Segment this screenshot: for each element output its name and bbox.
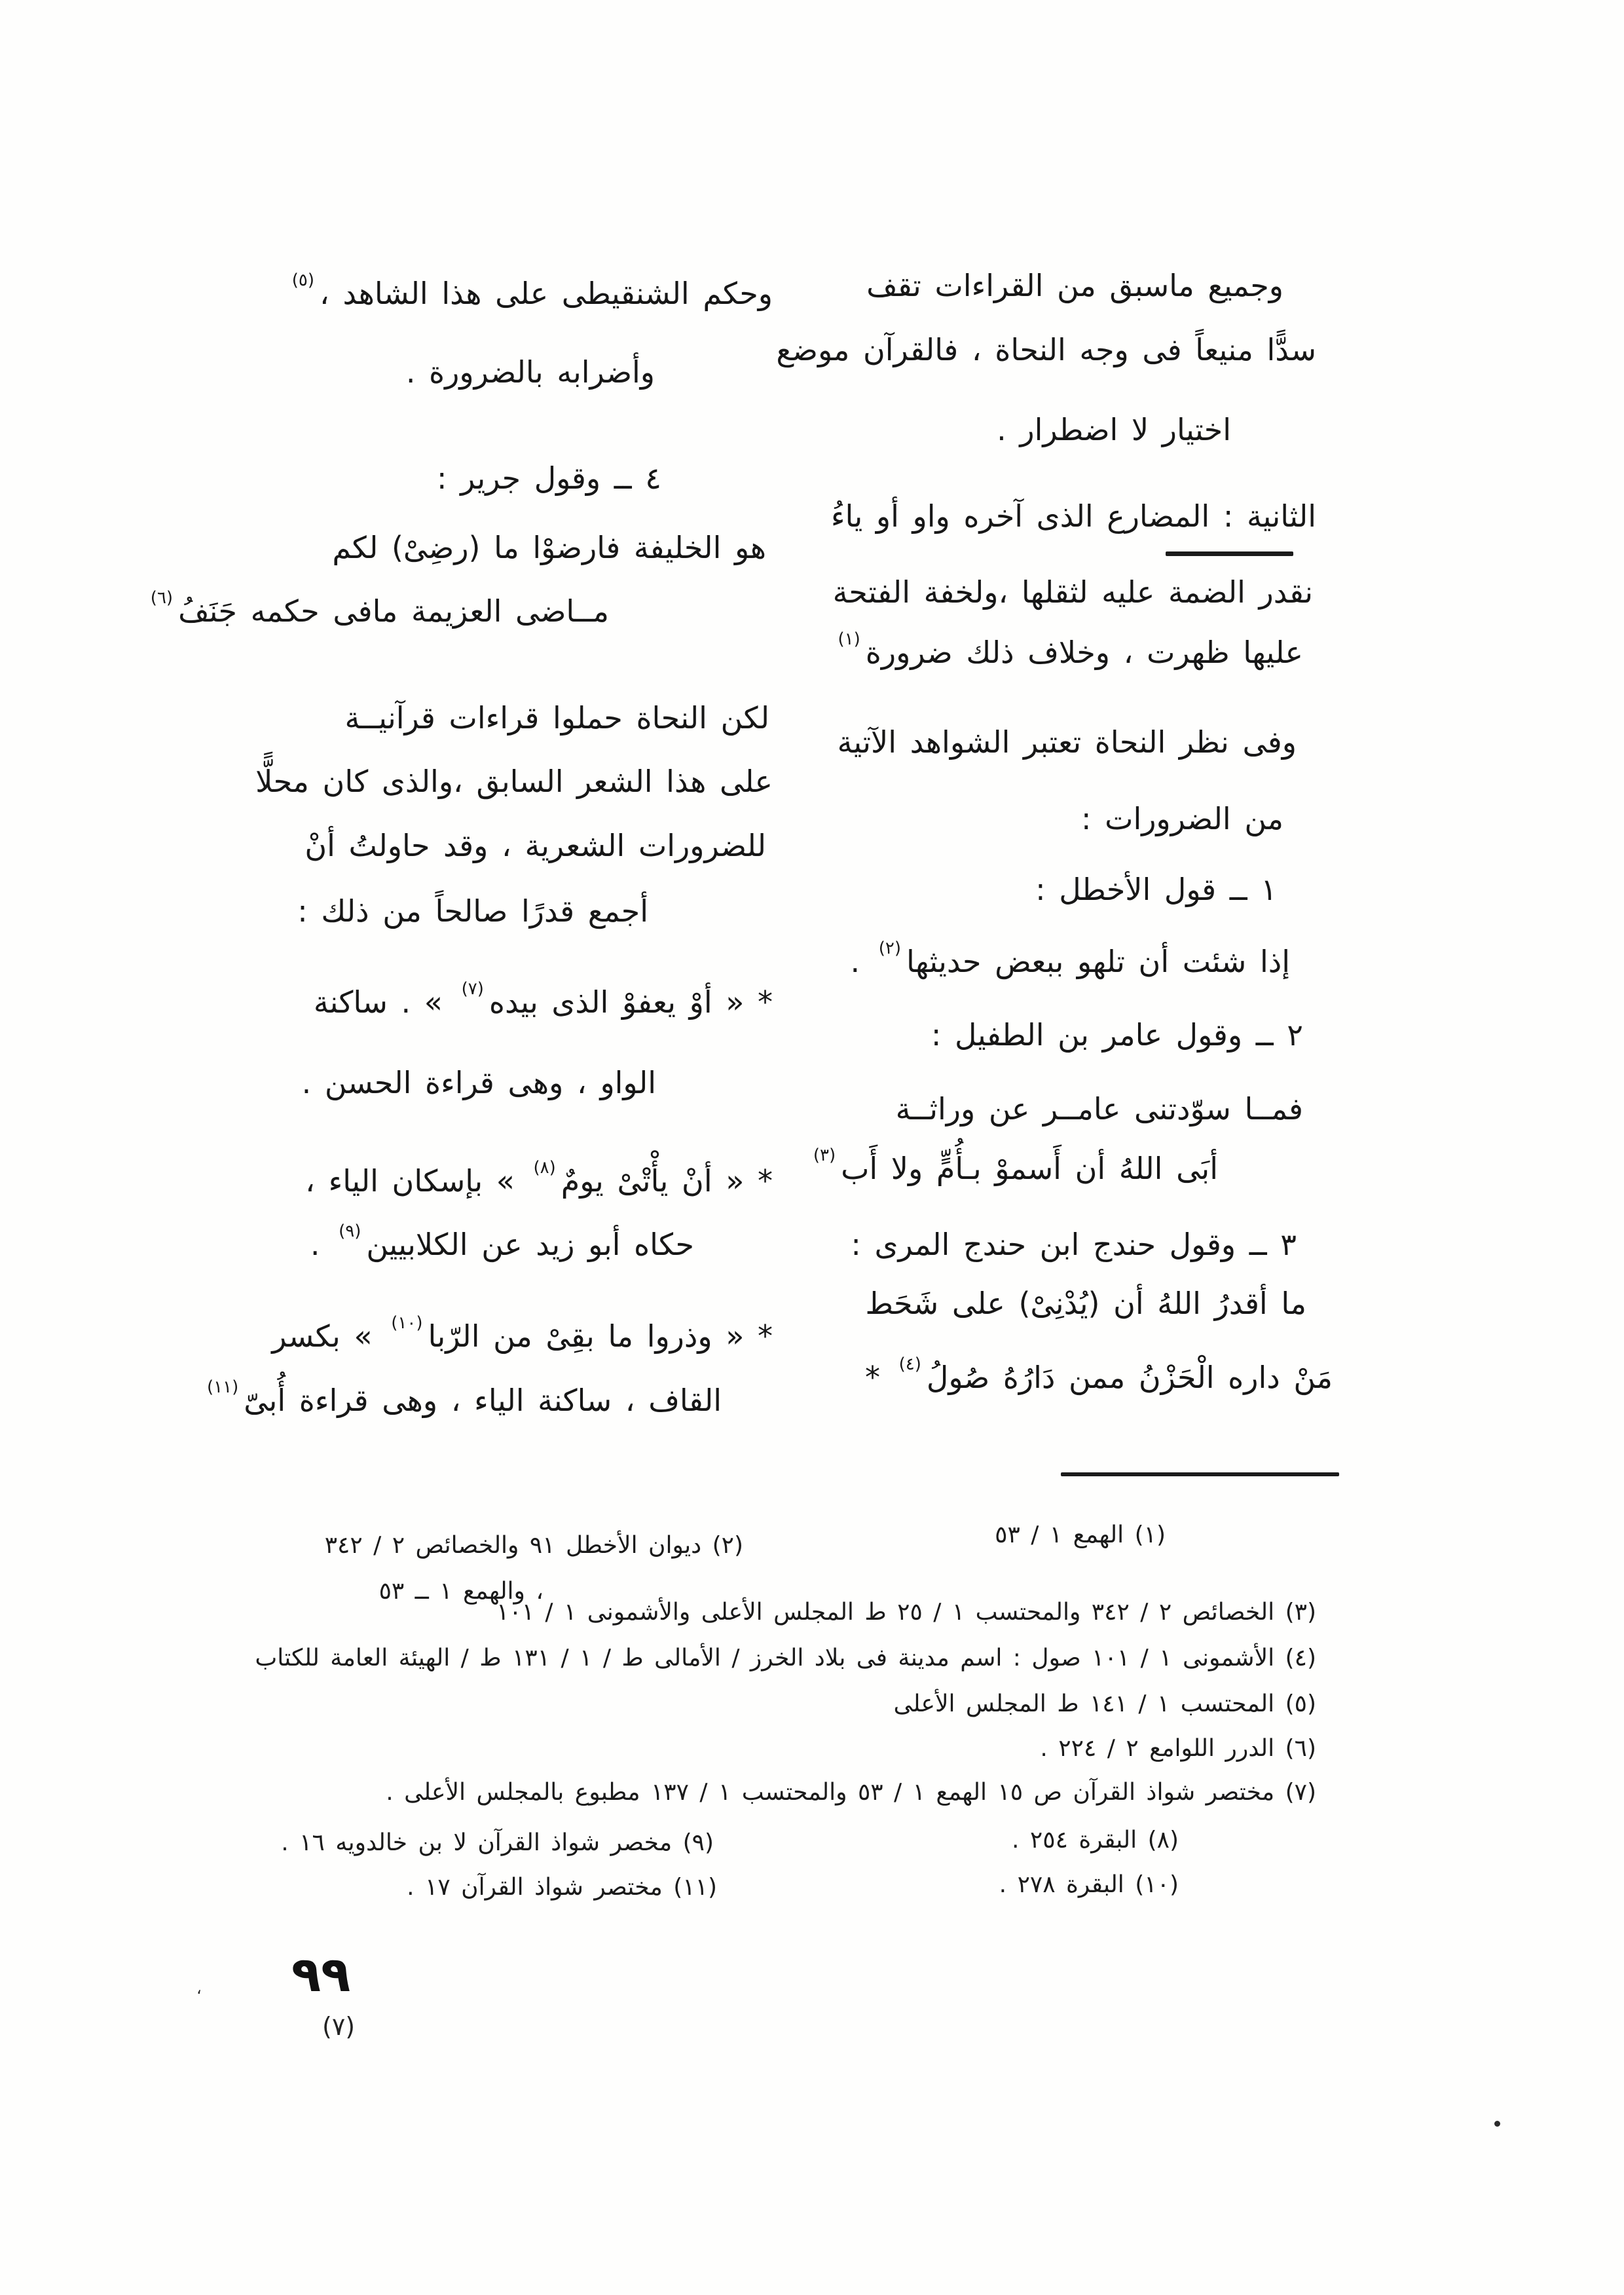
- verse-line: [850, 939, 1290, 981]
- asterisk-mark: *: [865, 1360, 894, 1395]
- footnote-text: (٤) الأشمونى ١ / ١٠١ صول : اسم مدينة فى بلاد الخرز / الأمالى ط / ١ / ١٣١ ط / الهيئة العامة للكتاب: [255, 1645, 1316, 1671]
- footnote-marker: (٦): [150, 588, 174, 608]
- line-text: القاف ، ساكنة الياء ، وهى قراءة أُبىّ: [244, 1383, 722, 1418]
- line-text: ١ ــ قول الأخطل :: [1035, 872, 1277, 907]
- section-heading: [831, 498, 1316, 536]
- prose-line: [255, 763, 773, 801]
- footnote-marker: (٩): [339, 1222, 361, 1241]
- line-text: مــاضى العزيمة مافى حكمه جَنَفُ: [178, 593, 609, 629]
- line-text: مَنْ داره الْحَزْنُ ممن دَارُهُ صُولُ: [926, 1360, 1333, 1395]
- prose-line: [297, 893, 648, 931]
- footnote: [281, 1829, 714, 1857]
- prose-line: [287, 271, 773, 313]
- verse-line: [896, 1091, 1303, 1129]
- verse-line: [808, 1146, 1218, 1188]
- footnote-text: (٥) المحتسب ١ / ١٤١ ط المجلس الأعلى: [893, 1690, 1316, 1717]
- footnote-text: (٢) ديوان الأخطل ٩١ والخصائص ٢ / ٣٤٢: [324, 1532, 743, 1559]
- line-text: وأضرابه بالضرورة .: [405, 354, 655, 390]
- footnote-text: ، والهمع ١ ــ ٥٣: [378, 1578, 544, 1605]
- prose-line: [406, 354, 655, 392]
- line-text: إذا شئت أن تلهو ببعض حديثها: [906, 944, 1290, 979]
- line-text: وحكم الشنقيطى على هذا الشاهد ،: [319, 276, 773, 311]
- footnote: [496, 1598, 1316, 1626]
- page-number: ٩٩: [291, 1947, 351, 2003]
- footnote-text: (١١) مختصر شواذ القرآن ١٧ .: [407, 1874, 717, 1901]
- line-text: الثانية : المضارع الذى آخره واو أو ياءُ: [830, 498, 1316, 534]
- footnote-text: (٧) مختصر شواذ القرآن ص ١٥ الهمع ١ / ٥٣ والمحتسب ١ / ١٣٧ مطبوع بالمجلس الأعلى .: [386, 1779, 1316, 1806]
- line-text: وفى نظر النحاة تعتبر الشواهد الآتية: [837, 724, 1297, 760]
- prose-line: [304, 827, 766, 865]
- list-item: [1035, 871, 1277, 909]
- line-text: أبَى اللهُ أن أَسموْ بـأُمٍّ ولا أَب: [841, 1151, 1218, 1186]
- line-text: الواو ، وهى قراءة الحسن .: [301, 1065, 656, 1100]
- footnote-text: (٣) الخصائص ٢ / ٣٤٢ والمحتسب ١ / ٢٥ ط المجلس الأعلى والأشمونى ١ / ١٠١: [496, 1599, 1316, 1626]
- heading-underline: [1166, 551, 1293, 556]
- line-text: نقدر الضمة عليه لثقلها ،ولخفة الفتحة: [832, 574, 1313, 610]
- verse-line: [332, 529, 766, 567]
- footnote-marker: (٤): [898, 1354, 921, 1374]
- verse-line: [145, 588, 609, 631]
- prose-line: [202, 1377, 722, 1420]
- footnote: [1012, 1826, 1179, 1854]
- line-text: هو الخليفة فارضوْا ما (رضِىْ) لكم: [332, 530, 766, 565]
- footnote-marker: (٧): [461, 979, 484, 999]
- quran-quote-line: [272, 1313, 773, 1356]
- line-text: عليها ظهرت ، وخلاف ذلك ضرورة: [865, 635, 1303, 670]
- line-text: * « أنْ يأْتْىْ يومٌ: [561, 1163, 773, 1199]
- stray-mark: ،: [196, 1979, 202, 1998]
- footnote-marker: (١٠): [391, 1313, 423, 1333]
- prose-line: [866, 267, 1283, 305]
- footnote-text: (٦) الدرر اللوامع ٢ / ٢٢٤ .: [1040, 1735, 1316, 1762]
- prose-line: [832, 629, 1303, 672]
- prose-line: [302, 1064, 656, 1102]
- line-text: » بإسكان الياء ،: [305, 1163, 528, 1199]
- footnote-text: (١) الهمع ١ / ٥٣: [995, 1521, 1166, 1548]
- footnote: [386, 1778, 1316, 1806]
- footnote-marker: (١): [838, 629, 860, 649]
- footnote-marker: (٣): [813, 1146, 836, 1165]
- prose-line: [344, 700, 769, 737]
- line-text: .: [310, 1227, 334, 1262]
- footnote-marker: (٥): [291, 271, 314, 290]
- line-text: على هذا الشعر السابق ،والذى كان محلًّا: [255, 764, 773, 799]
- line-text: للضرورات الشعرية ، وقد حاولتُ أنْ: [304, 828, 766, 863]
- footnote-text: (١٠) البقرة ٢٧٨ .: [999, 1871, 1179, 1898]
- line-text: أجمع قدرًا صالحاً من ذلك :: [297, 893, 648, 929]
- quran-quote-line: [313, 979, 773, 1022]
- line-text: » . ساكنة: [313, 984, 456, 1020]
- list-item: [437, 460, 661, 498]
- line-text: » بكسر: [272, 1318, 386, 1354]
- line-text: اختيار لا اضطرار .: [997, 412, 1231, 447]
- footnote-text: (٩) مخصر شواذ القرآن لا بن خالدويه ١٦ .: [281, 1829, 714, 1856]
- quran-quote-line: [305, 1158, 773, 1201]
- footnote: [407, 1873, 717, 1901]
- verse-line: [865, 1354, 1333, 1397]
- prose-line: [997, 411, 1231, 449]
- line-text: * « وذروا ما بقِىْ من الرّبا: [428, 1318, 773, 1354]
- line-text: ٤ ــ وقول جرير :: [436, 460, 661, 496]
- line-text: ٣ ــ وقول حندج ابن حندج المرى :: [851, 1227, 1297, 1262]
- footnote-marker: (٢): [878, 939, 901, 958]
- line-text: * « أوْ يعفوْ الذى بيده: [489, 984, 773, 1020]
- line-text: فمــا سوّدتنى عامــر عن وراثــة: [895, 1091, 1303, 1127]
- prose-line: [833, 574, 1313, 612]
- footnote-separator: [1061, 1472, 1339, 1476]
- list-item: [931, 1017, 1303, 1054]
- footnote: [995, 1521, 1166, 1549]
- prose-line: [838, 724, 1297, 762]
- footnote: [325, 1531, 743, 1559]
- footnote: [1040, 1734, 1316, 1763]
- signature-mark: (٧): [322, 2012, 356, 2041]
- prose-line: [776, 331, 1316, 369]
- line-text: ٢ ــ وقول عامر بن الطفيل :: [931, 1017, 1303, 1053]
- line-text: سدًّا منيعاً فى وجه النحاة ، فالقرآن موضع: [776, 332, 1316, 367]
- footnote: [255, 1644, 1316, 1672]
- footnote: [999, 1871, 1179, 1899]
- list-item: [851, 1226, 1297, 1264]
- line-text: من الضرورات :: [1081, 801, 1283, 836]
- line-text: .: [850, 944, 874, 979]
- line-text: وجميع ماسبق من القراءات تقف: [866, 268, 1283, 303]
- line-text: ما أقدرُ اللهُ أن (يُدْنِىْ) على شَحَط: [865, 1286, 1306, 1321]
- footnote-marker: (١١): [206, 1377, 239, 1397]
- footnote: [894, 1690, 1316, 1718]
- prose-line: [310, 1222, 694, 1264]
- footnote-marker: (٨): [533, 1158, 556, 1178]
- line-text: لكن النحاة حملوا قراءات قرآنيــة: [344, 700, 769, 736]
- prose-line: [1081, 800, 1283, 838]
- ink-dot: [1494, 2121, 1500, 2127]
- verse-line: [865, 1285, 1306, 1323]
- line-text: حكاه أبو زيد عن الكلابيين: [366, 1227, 694, 1262]
- footnote-text: (٨) البقرة ٢٥٤ .: [1012, 1827, 1179, 1854]
